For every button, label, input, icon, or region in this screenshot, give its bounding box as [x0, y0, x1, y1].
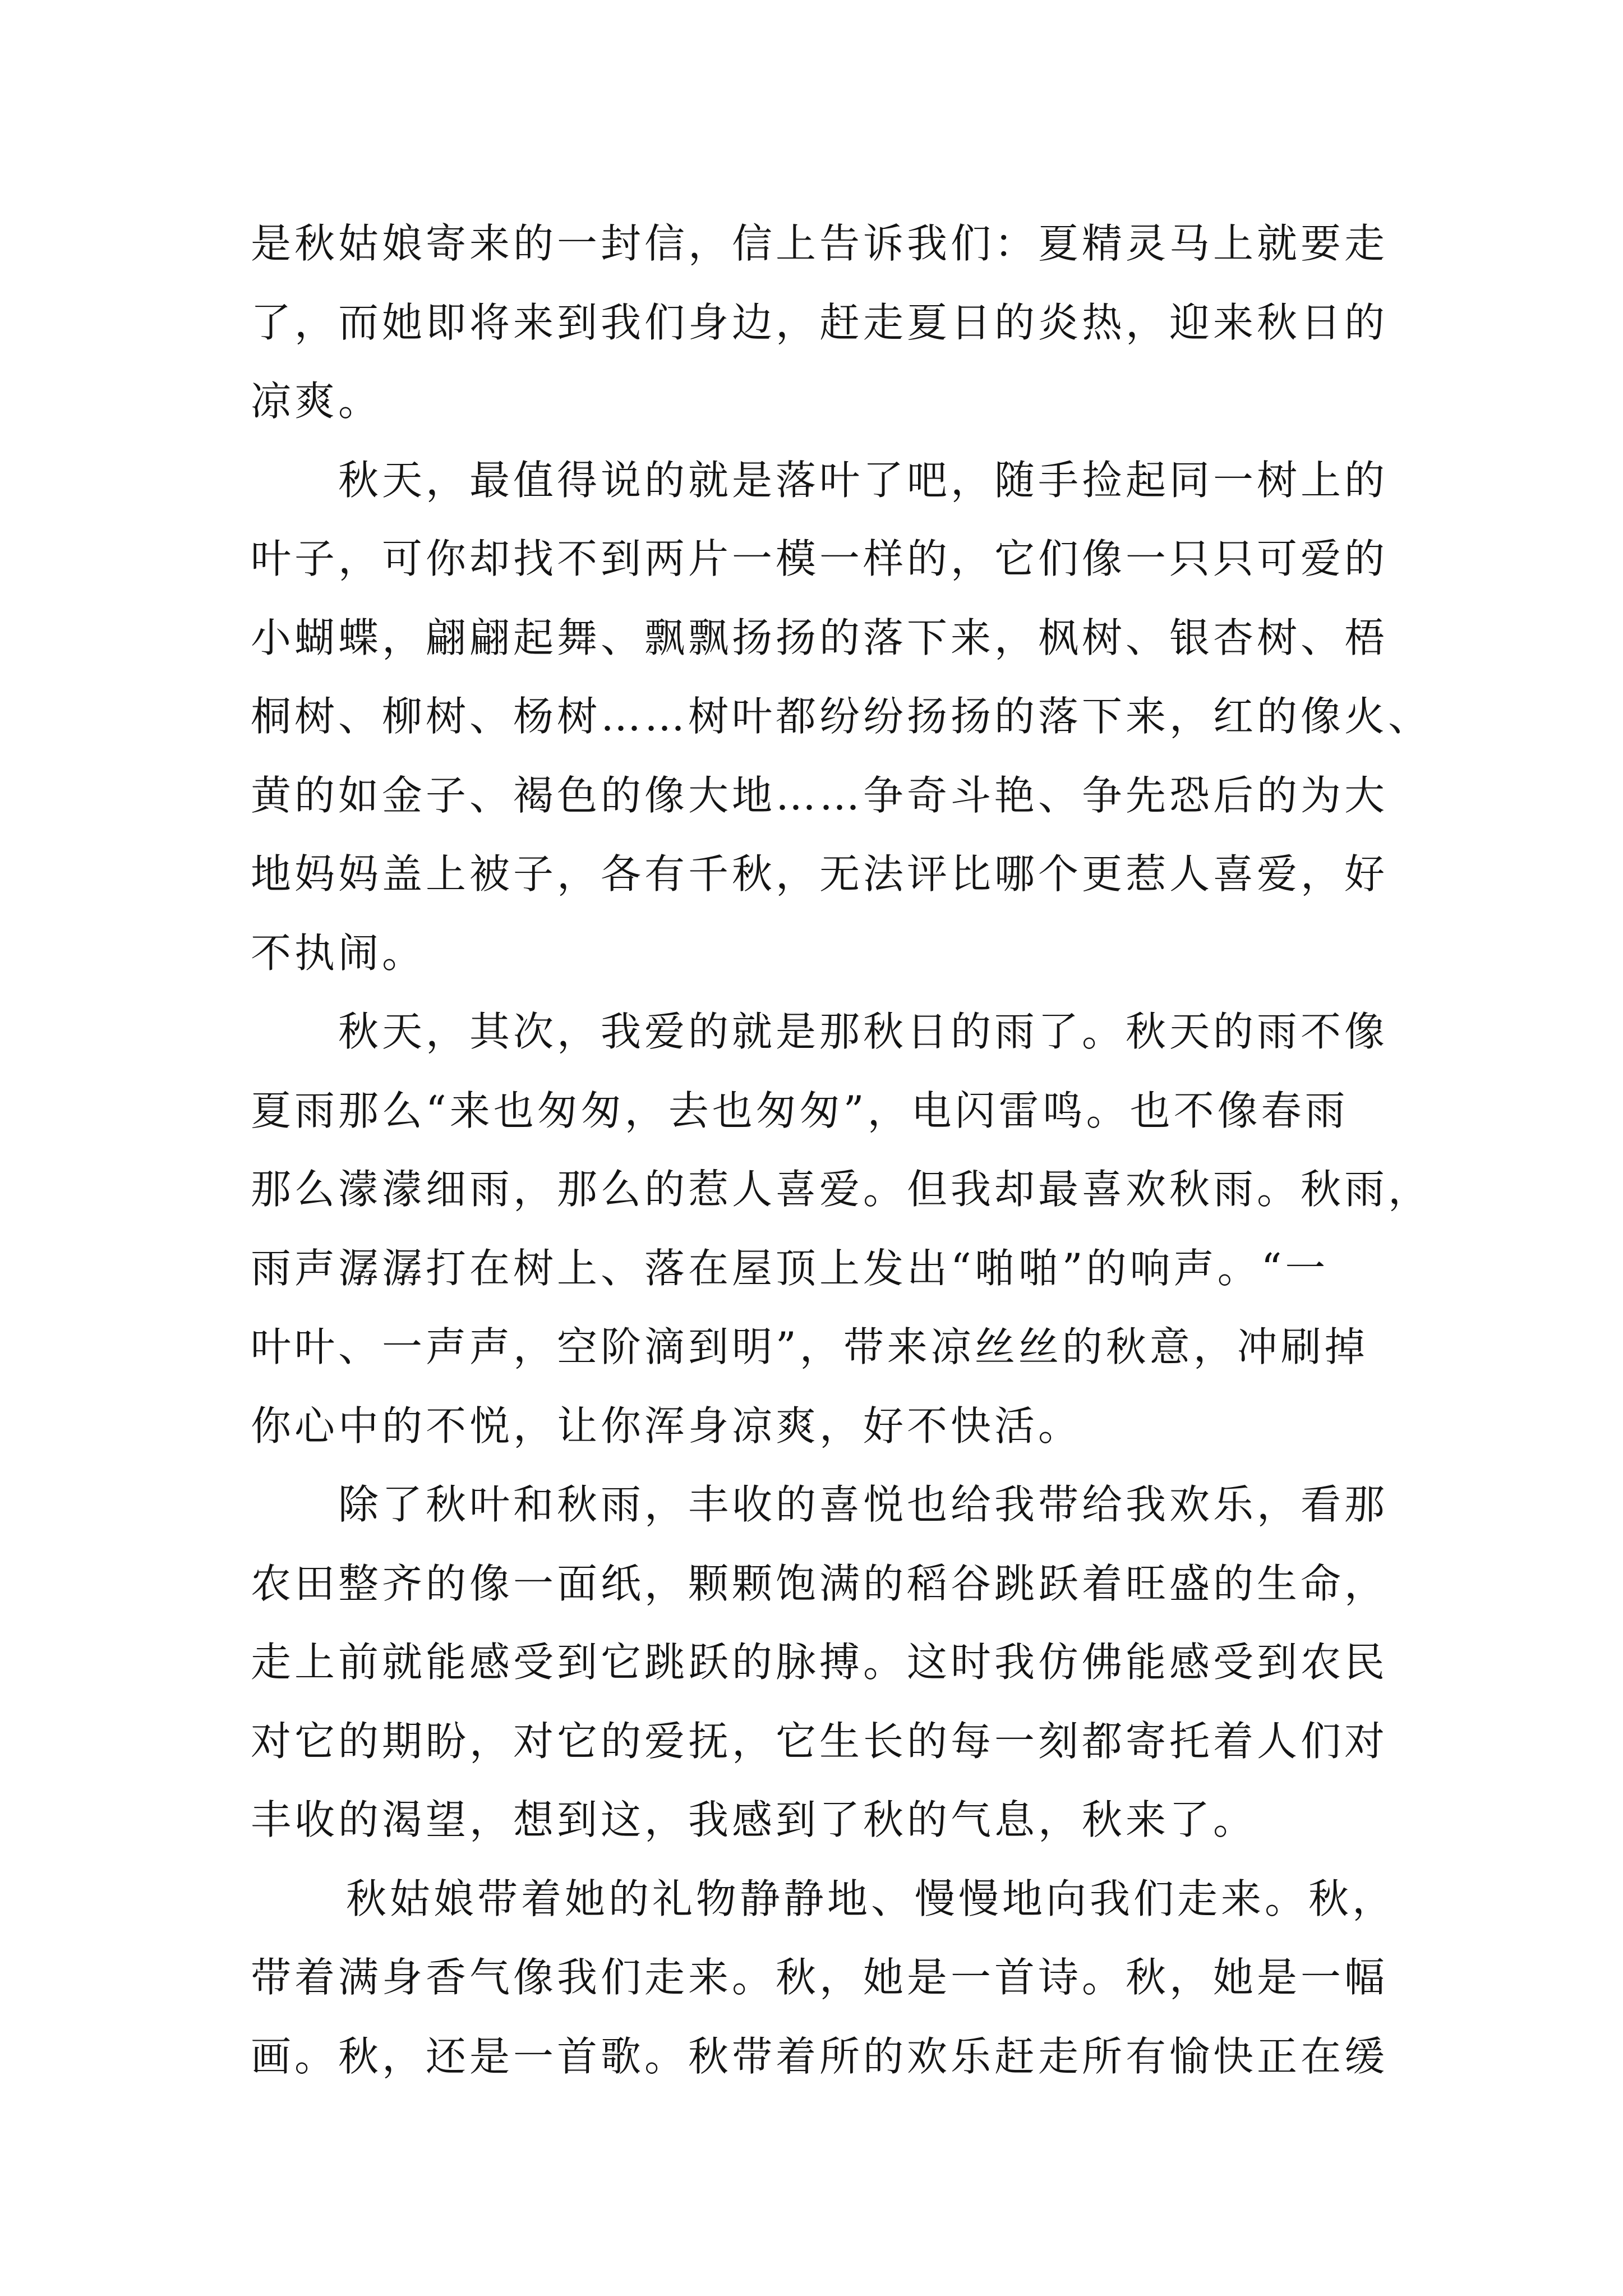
text-line: 秋姑娘带着她的礼物静静地、慢慢地向我们走来。秋， — [346, 1875, 1396, 1922]
text-line: 小蝴蝶，翩翩起舞、飘飘扬扬的落下来，枫树、银杏树、梧 — [251, 614, 1389, 661]
text-line: 是秋姑娘寄来的一封信，信上告诉我们：夏精灵马上就要走 — [251, 220, 1389, 267]
text-line: 画。秋，还是一首歌。秋带着所的欢乐赶走所有愉快正在缓 — [251, 2032, 1389, 2080]
paragraph — [251, 1465, 1484, 1860]
paragraph — [251, 992, 1484, 1465]
paragraph — [251, 204, 1484, 441]
paragraph — [251, 441, 1484, 993]
text-line: 带着满身香气像我们走来。秋，她是一首诗。秋，她是一幅 — [251, 1954, 1389, 2001]
body-text — [251, 204, 1484, 2096]
text-line: 叶叶、一声声，空阶滴到明”，带来凉丝丝的秋意，冲刷掉 — [251, 1323, 1368, 1370]
paragraph — [251, 1860, 1484, 2096]
text-line: 叶子，可你却找不到两片一模一样的，它们像一只只可爱的 — [251, 535, 1389, 582]
text-line: 走上前就能感受到它跳跃的脉搏。这时我仿佛能感受到农民 — [251, 1639, 1389, 1686]
text-line: 秋天，其次，我爱的就是那秋日的雨了。秋天的雨不像 — [338, 1008, 1389, 1055]
text-line: 夏雨那么“来也匆匆，去也匆匆”，电闪雷鸣。也不像春雨 — [251, 1087, 1349, 1134]
text-line: 地妈妈盖上被子，各有千秋，无法评比哪个更惹人喜爱，好 — [251, 850, 1389, 898]
text-line: 你心中的不悦，让你浑身凉爽，好不快活。 — [251, 1402, 1082, 1450]
text-line: 秋天，最值得说的就是落叶了吧，随手捡起同一树上的 — [338, 456, 1389, 504]
text-line: 除了秋叶和秋雨，丰收的喜悦也给我带给我欢乐，看那 — [338, 1481, 1389, 1528]
text-line: 对它的期盼，对它的爱抚，它生长的每一刻都寄托着人们对 — [251, 1717, 1389, 1765]
text-line: 丰收的渴望，想到这，我感到了秋的气息，秋来了。 — [251, 1796, 1257, 1843]
text-line: 了，而她即将来到我们身边，赶走夏日的炎热，迎来秋日的 — [251, 298, 1389, 346]
text-line: 那么濛濛细雨，那么的惹人喜爱。但我却最喜欢秋雨。秋雨， — [251, 1166, 1432, 1213]
text-line: 黄的如金子、褐色的像大地……争奇斗艳、争先恐后的为大 — [251, 771, 1389, 819]
text-line: 雨声潺潺打在树上、落在屋顶上发出“啪啪”的响声。“一 — [251, 1244, 1329, 1292]
text-line: 不执闹。 — [251, 929, 426, 977]
text-line: 凉爽。 — [251, 378, 382, 425]
text-line: 农田整齐的像一面纸，颗颗饱满的稻谷跳跃着旺盛的生命， — [251, 1559, 1389, 1607]
text-line: 桐树、柳树、杨树……树叶都纷纷扬扬的落下来，红的像火、 — [251, 693, 1432, 740]
